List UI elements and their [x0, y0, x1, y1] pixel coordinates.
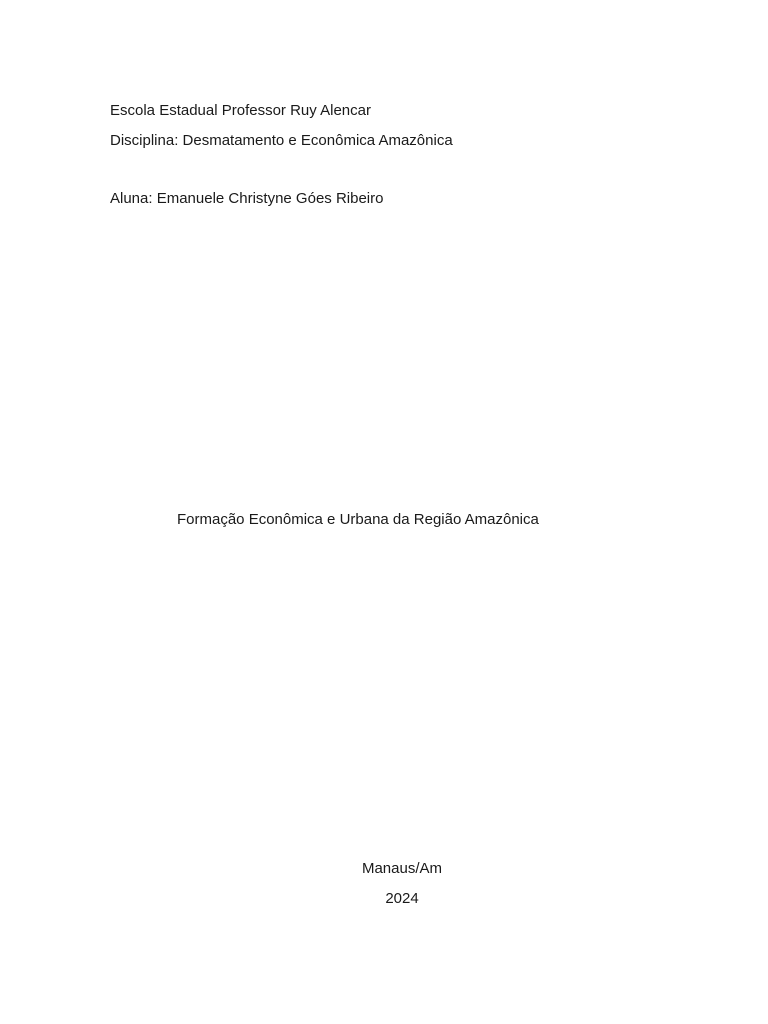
discipline-line: Disciplina: Desmatamento e Econômica Amazônica — [110, 132, 453, 149]
school-name: Escola Estadual Professor Ruy Alencar — [110, 102, 371, 119]
student-name: Aluna: Emanuele Christyne Góes Ribeiro — [110, 190, 384, 207]
year-line: 2024 — [385, 890, 419, 907]
city-line: Manaus/Am — [361, 860, 443, 877]
document-title: Formação Econômica e Urbana da Região Amazônica — [177, 511, 539, 528]
